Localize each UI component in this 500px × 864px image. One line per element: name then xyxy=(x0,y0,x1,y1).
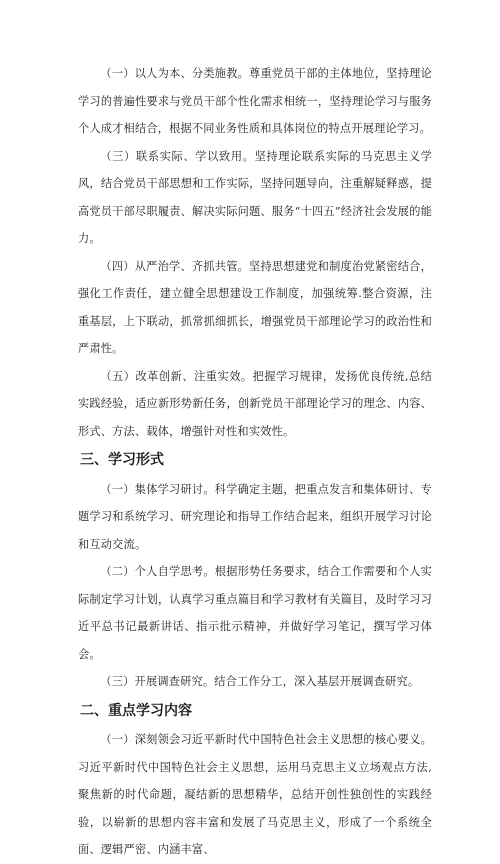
paragraph-content-1: （一）深刻领会习近平新时代中国特色社会主义思想的核心要义。习近平新时代中国特色社会主义思想，运用马克思主义立场观点方法,聚焦新的时代命题，凝结新的思想精华，总结开创性独创性的实践经验，以崭新的思想内容丰富和发展了马克思主义，形成了一个系统全面、逻辑严密、内涵丰富、 xyxy=(78,733,432,856)
paragraph-form-2: （二）个人自学思考。根据形势任务要求，结合工作需要和个人实际制定学习计划，认真学习重点篇目和学习教材有关篇目，及时学习习近平总书记最新讲话、指示批示精神，并做好学习笔记，撰写学习体会。 xyxy=(78,565,432,661)
paragraph-principle-4: （四）从严治学、齐抓共管。坚持思想建党和制度治党紧密结合，强化工作责任，建立健全思想建设工作制度，加强统筹.整合资源，注重基层，上下联动，抓常抓细抓长，增强党员干部理论学习的政治性和严肃性。 xyxy=(78,259,432,355)
paragraph-form-1: （一）集体学习研讨。科学确定主题，把重点发言和集体研讨、专题学习和系统学习、研究理论和指导工作结合起来，组织开展学习讨论和互动交流。 xyxy=(78,482,432,551)
paragraph-principle-3: （三）联系实际、学以致用。坚持理论联系实际的马克思主义学风，结合党员干部思想和工作实际，坚持问题导向，注重解疑释惑，提高党员干部尽职履责、解决实际问题、服务“十四五”经济社会发展的能力。 xyxy=(78,149,432,245)
section-heading-key-content: 二、重点学习内容 xyxy=(80,702,192,719)
paragraph-form-3: （三）开展调查研究。结合工作分工，深入基层开展调查研究。 xyxy=(100,675,420,688)
section-heading-learning-forms: 三、学习形式 xyxy=(80,452,164,468)
paragraph-principle-1: （一）以人为本、分类施教。尊重党员干部的主体地位，坚持理论学习的普遍性要求与党员干部个性化需求相统一，坚持理论学习与服务个人成才相结合，根据不同业务性质和具体岗位的特点开展理论学习。 xyxy=(78,67,432,135)
paragraph-principle-5: （五）改革创新、注重实效。把握学习规律，发扬优良传统,总结实践经验，适应新形势新任务，创新党员干部理论学习的理念、内容、形式、方法、载体，增强针对性和实效性。 xyxy=(78,369,432,438)
